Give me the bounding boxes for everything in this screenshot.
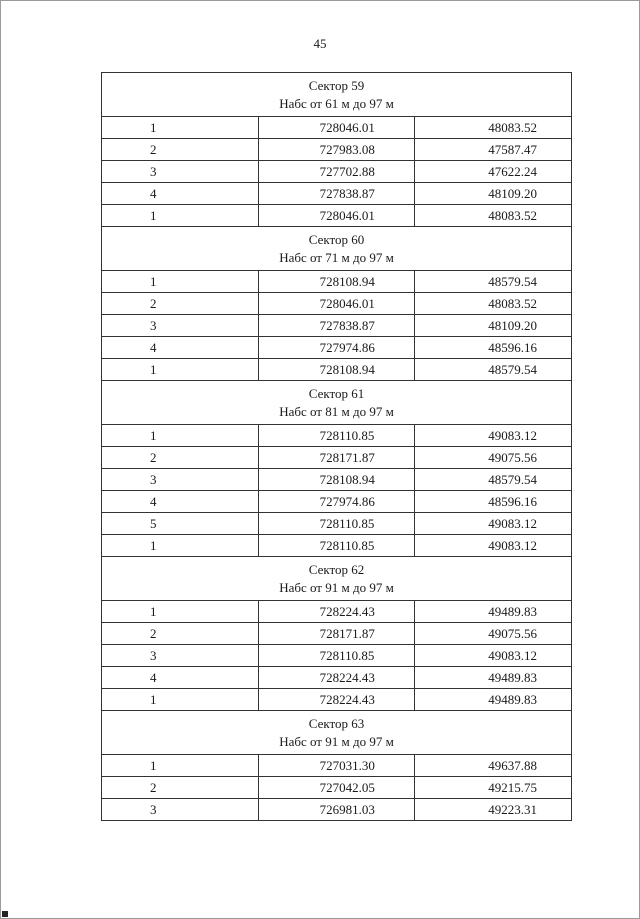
sector-header <box>102 227 572 271</box>
table-row <box>102 139 572 161</box>
sector-height-range: Набс от 71 м до 97 м <box>279 249 394 265</box>
y-coordinate-cell: 48083.52 <box>415 293 572 315</box>
table-row <box>102 623 572 645</box>
sector-title: Сектор 61 <box>308 385 365 401</box>
y-coordinate-cell: 49075.56 <box>415 623 572 645</box>
table-row <box>102 161 572 183</box>
table-row <box>102 425 572 447</box>
scan-corner-mark <box>2 911 8 917</box>
sector-title: Сектор 62 <box>308 561 365 577</box>
sector-height-range: Набс от 91 м до 97 м <box>279 733 394 749</box>
x-coordinate-cell: 726981.03 <box>258 799 415 821</box>
x-coordinate-cell: 728110.85 <box>258 645 415 667</box>
table-row <box>102 117 572 139</box>
sector-header <box>102 557 572 601</box>
point-number-cell: 2 <box>102 293 259 315</box>
point-number-cell: 1 <box>102 271 259 293</box>
y-coordinate-cell: 49637.88 <box>415 755 572 777</box>
table-row <box>102 513 572 535</box>
x-coordinate-cell: 728171.87 <box>258 623 415 645</box>
y-coordinate-cell: 49083.12 <box>415 535 572 557</box>
point-number-cell: 3 <box>102 315 259 337</box>
y-coordinate-cell: 48579.54 <box>415 271 572 293</box>
point-number-cell: 4 <box>102 491 259 513</box>
x-coordinate-cell: 728046.01 <box>258 293 415 315</box>
x-coordinate-cell: 728224.43 <box>258 601 415 623</box>
y-coordinate-cell: 49075.56 <box>415 447 572 469</box>
sector-title: Сектор 59 <box>308 77 365 93</box>
page-number: 45 <box>313 36 327 51</box>
point-number-cell: 3 <box>102 645 259 667</box>
table-row <box>102 293 572 315</box>
table-row <box>102 183 572 205</box>
y-coordinate-cell: 48596.16 <box>415 337 572 359</box>
sector-header <box>102 711 572 755</box>
x-coordinate-cell: 727702.88 <box>258 161 415 183</box>
x-coordinate-cell: 727031.30 <box>258 755 415 777</box>
table-row <box>102 271 572 293</box>
table-row <box>102 799 572 821</box>
y-coordinate-cell: 48109.20 <box>415 183 572 205</box>
y-coordinate-cell: 49223.31 <box>415 799 572 821</box>
point-number-cell: 2 <box>102 623 259 645</box>
y-coordinate-cell: 48083.52 <box>415 205 572 227</box>
sector-height-range: Набс от 81 м до 97 м <box>279 403 394 419</box>
point-number-cell: 1 <box>102 205 259 227</box>
point-number-cell: 5 <box>102 513 259 535</box>
table-row <box>102 777 572 799</box>
table-row <box>102 469 572 491</box>
point-number-cell: 2 <box>102 139 259 161</box>
point-number-cell: 2 <box>102 777 259 799</box>
sector-height-range: Набс от 61 м до 97 м <box>279 95 394 111</box>
point-number-cell: 2 <box>102 447 259 469</box>
table-row <box>102 601 572 623</box>
x-coordinate-cell: 728110.85 <box>258 535 415 557</box>
point-number-cell: 1 <box>102 117 259 139</box>
sector-header-row <box>102 227 572 271</box>
sector-header-row <box>102 557 572 601</box>
y-coordinate-cell: 47587.47 <box>415 139 572 161</box>
sector-header-row <box>102 73 572 117</box>
table-row <box>102 447 572 469</box>
sector-header <box>102 381 572 425</box>
y-coordinate-cell: 49215.75 <box>415 777 572 799</box>
table-row <box>102 337 572 359</box>
point-number-cell: 1 <box>102 425 259 447</box>
point-number-cell: 4 <box>102 337 259 359</box>
x-coordinate-cell: 728110.85 <box>258 425 415 447</box>
sector-header-row <box>102 711 572 755</box>
coordinates-table <box>101 72 572 821</box>
x-coordinate-cell: 728224.43 <box>258 667 415 689</box>
table-row <box>102 535 572 557</box>
point-number-cell: 1 <box>102 601 259 623</box>
x-coordinate-cell: 727974.86 <box>258 337 415 359</box>
point-number-cell: 3 <box>102 469 259 491</box>
y-coordinate-cell: 48579.54 <box>415 469 572 491</box>
sector-header-row <box>102 381 572 425</box>
x-coordinate-cell: 728224.43 <box>258 689 415 711</box>
y-coordinate-cell: 49489.83 <box>415 689 572 711</box>
y-coordinate-cell: 47622.24 <box>415 161 572 183</box>
y-coordinate-cell: 49489.83 <box>415 667 572 689</box>
x-coordinate-cell: 727838.87 <box>258 183 415 205</box>
table-row <box>102 205 572 227</box>
x-coordinate-cell: 727042.05 <box>258 777 415 799</box>
table-row <box>102 491 572 513</box>
table-row <box>102 755 572 777</box>
point-number-cell: 4 <box>102 667 259 689</box>
y-coordinate-cell: 49083.12 <box>415 645 572 667</box>
table-row <box>102 359 572 381</box>
sector-title: Сектор 63 <box>308 715 365 731</box>
point-number-cell: 1 <box>102 755 259 777</box>
table-row <box>102 315 572 337</box>
x-coordinate-cell: 728171.87 <box>258 447 415 469</box>
y-coordinate-cell: 48596.16 <box>415 491 572 513</box>
sector-height-range: Набс от 91 м до 97 м <box>279 579 394 595</box>
sector-header <box>102 73 572 117</box>
point-number-cell: 1 <box>102 535 259 557</box>
x-coordinate-cell: 727983.08 <box>258 139 415 161</box>
y-coordinate-cell: 48083.52 <box>415 117 572 139</box>
x-coordinate-cell: 727838.87 <box>258 315 415 337</box>
x-coordinate-cell: 728108.94 <box>258 359 415 381</box>
sector-title: Сектор 60 <box>308 231 365 247</box>
y-coordinate-cell: 48109.20 <box>415 315 572 337</box>
x-coordinate-cell: 728108.94 <box>258 469 415 491</box>
coordinates-table-body <box>102 73 572 821</box>
x-coordinate-cell: 728108.94 <box>258 271 415 293</box>
x-coordinate-cell: 728110.85 <box>258 513 415 535</box>
table-row <box>102 645 572 667</box>
table-row <box>102 667 572 689</box>
point-number-cell: 3 <box>102 799 259 821</box>
y-coordinate-cell: 49083.12 <box>415 513 572 535</box>
point-number-cell: 4 <box>102 183 259 205</box>
table-row <box>102 689 572 711</box>
point-number-cell: 3 <box>102 161 259 183</box>
y-coordinate-cell: 48579.54 <box>415 359 572 381</box>
y-coordinate-cell: 49489.83 <box>415 601 572 623</box>
x-coordinate-cell: 728046.01 <box>258 117 415 139</box>
point-number-cell: 1 <box>102 359 259 381</box>
x-coordinate-cell: 727974.86 <box>258 491 415 513</box>
point-number-cell: 1 <box>102 689 259 711</box>
x-coordinate-cell: 728046.01 <box>258 205 415 227</box>
y-coordinate-cell: 49083.12 <box>415 425 572 447</box>
